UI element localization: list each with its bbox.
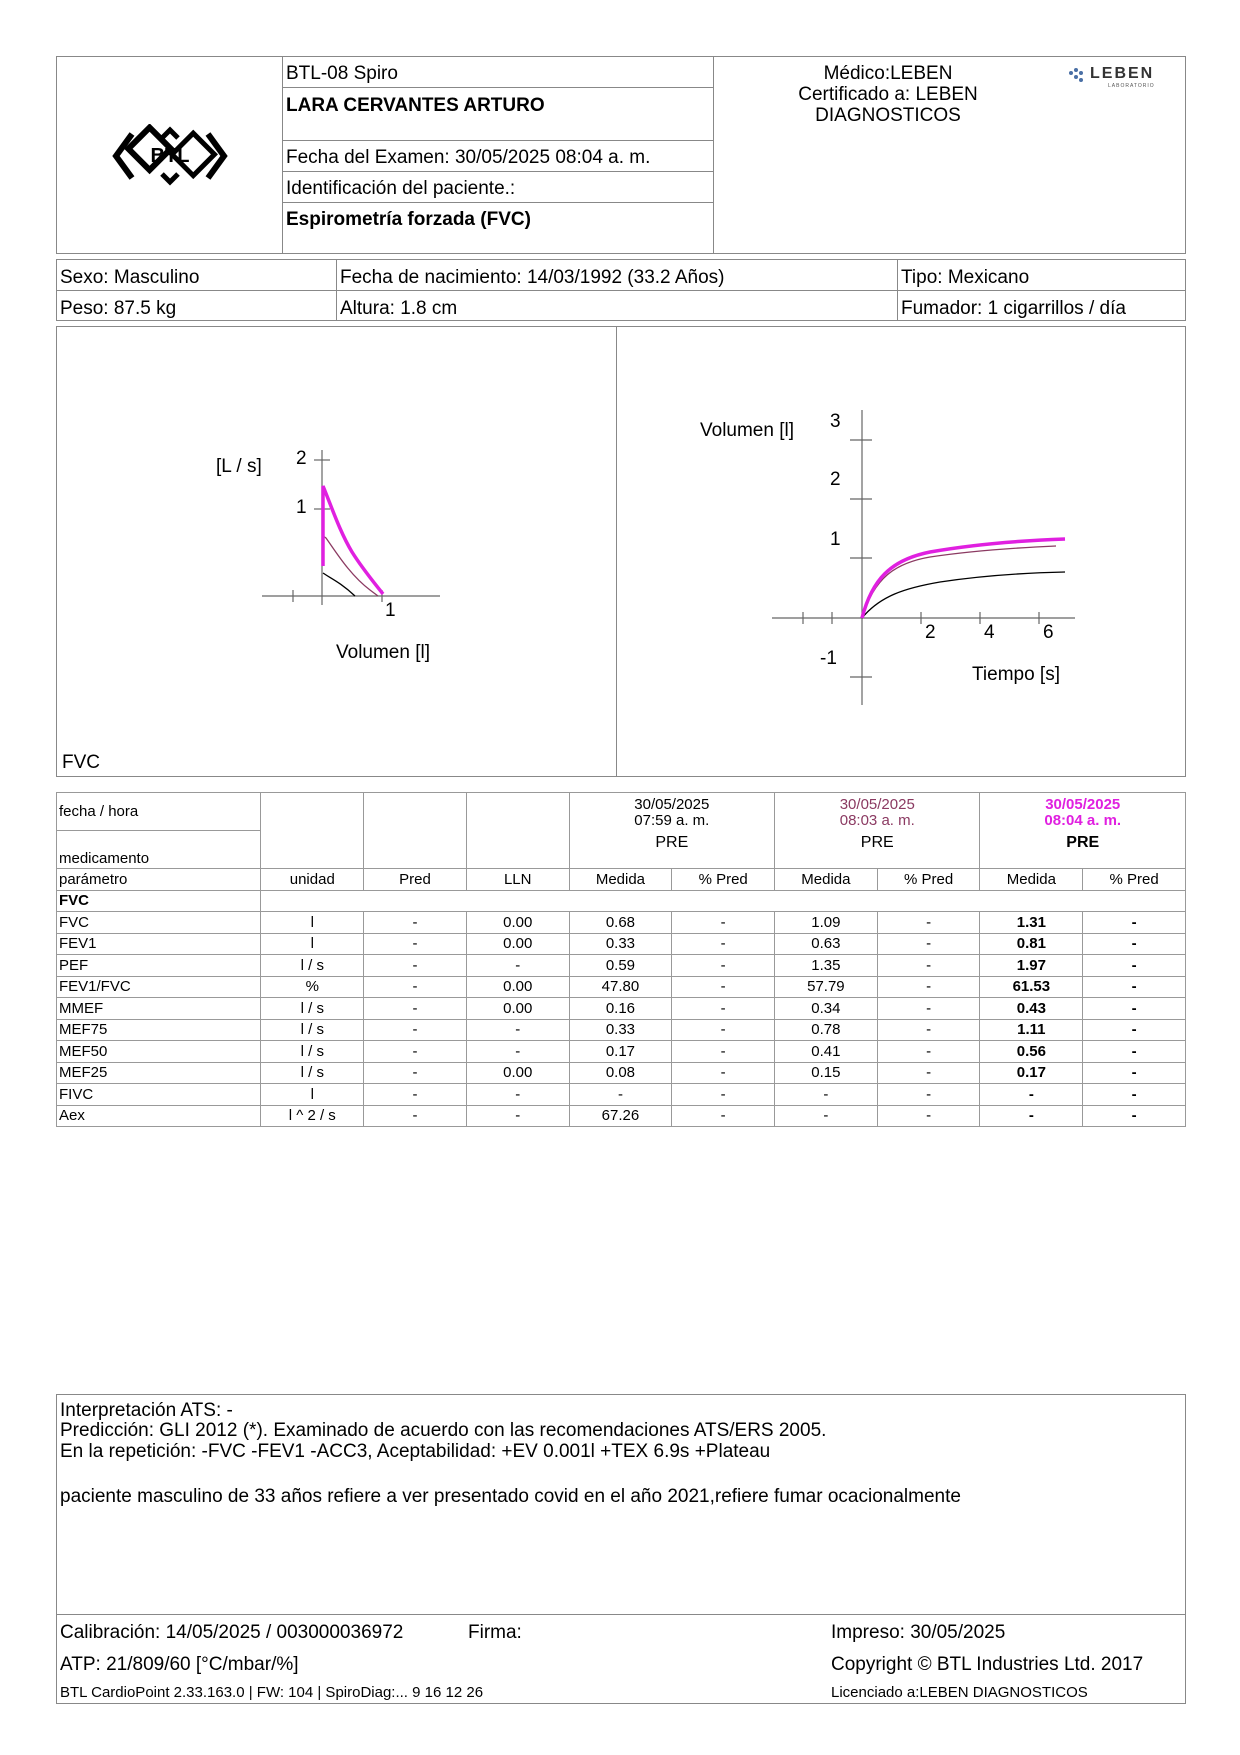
table-cell: l / s xyxy=(261,998,364,1020)
flow-curve-trial2 xyxy=(323,536,378,596)
table-cell: - xyxy=(466,1041,569,1063)
table-cell: - xyxy=(672,912,775,934)
table-cell: 0.33 xyxy=(569,933,672,955)
group-label: FVC xyxy=(57,890,261,912)
vt-curve-trial2 xyxy=(862,546,1056,618)
table-cell: - xyxy=(364,1041,467,1063)
table-cell: - xyxy=(364,1105,467,1127)
col-header: % Pred xyxy=(1083,869,1186,891)
flow-curve-trial1 xyxy=(323,573,355,596)
flow-xtick-1: 1 xyxy=(385,600,396,621)
table-cell: 1.97 xyxy=(980,955,1083,977)
header-row-line xyxy=(282,140,713,141)
doctor: Médico:LEBEN xyxy=(823,63,953,84)
table-cell: 0.00 xyxy=(466,1062,569,1084)
table-cell: 0.00 xyxy=(466,933,569,955)
leben-logo-text: LEBEN xyxy=(1090,65,1155,82)
table-row xyxy=(57,1019,1186,1041)
table-cell: 0.08 xyxy=(569,1062,672,1084)
medication-label: medicamento xyxy=(57,831,261,869)
results-table xyxy=(56,792,1186,1127)
table-row xyxy=(57,1041,1186,1063)
group-row xyxy=(57,890,1186,912)
table-cell: - xyxy=(877,1019,980,1041)
table-cell: - xyxy=(877,998,980,1020)
table-row xyxy=(57,1062,1186,1084)
header-row-line xyxy=(282,87,713,88)
table-cell: l xyxy=(261,912,364,934)
trial3-med: PRE xyxy=(1066,834,1100,851)
sex: Sexo: Masculino xyxy=(60,267,200,288)
table-cell: - xyxy=(364,933,467,955)
table-cell: 0.41 xyxy=(775,1041,878,1063)
table-cell: - xyxy=(980,1105,1083,1127)
table-cell: - xyxy=(1083,998,1186,1020)
table-cell: - xyxy=(877,1062,980,1084)
table-cell: % xyxy=(261,976,364,998)
table-cell: FVC xyxy=(57,912,261,934)
table-cell: - xyxy=(775,1084,878,1106)
table-cell: - xyxy=(672,955,775,977)
table-cell: 0.59 xyxy=(569,955,672,977)
vt-ylabel: Volumen [l] xyxy=(700,420,794,441)
trial2-med: PRE xyxy=(860,834,894,851)
test-type: Espirometría forzada (FVC) xyxy=(286,209,531,230)
ethnicity: Tipo: Mexicano xyxy=(901,267,1030,288)
table-cell: l xyxy=(261,1084,364,1106)
table-cell: 0.00 xyxy=(466,912,569,934)
table-cell: 0.56 xyxy=(980,1041,1083,1063)
table-cell: 0.63 xyxy=(775,933,878,955)
trial3-time: 08:04 a. m. xyxy=(1044,812,1122,829)
vt-xlabel: Tiempo [s] xyxy=(972,664,1060,685)
table-cell: - xyxy=(672,976,775,998)
vt-ytick-2: 2 xyxy=(830,469,841,490)
table-cell: - xyxy=(364,998,467,1020)
table-cell: 47.80 xyxy=(569,976,672,998)
table-cell: Aex xyxy=(57,1105,261,1127)
table-cell: MMEF xyxy=(57,998,261,1020)
table-row xyxy=(57,955,1186,977)
column-header-row xyxy=(57,869,1186,891)
volume-time-chart xyxy=(690,400,1090,710)
table-cell: - xyxy=(1083,1041,1186,1063)
table-cell: - xyxy=(877,1105,980,1127)
table-cell: 67.26 xyxy=(569,1105,672,1127)
table-cell: - xyxy=(672,1062,775,1084)
smoker: Fumador: 1 cigarrillos / día xyxy=(901,298,1126,319)
table-cell: - xyxy=(1083,933,1186,955)
licensed-to: Licenciado a:LEBEN DIAGNOSTICOS xyxy=(831,1684,1088,1701)
patient-col-line xyxy=(897,259,898,321)
copyright: Copyright © BTL Industries Ltd. 2017 xyxy=(831,1654,1144,1675)
table-cell: 1.09 xyxy=(775,912,878,934)
table-cell: - xyxy=(672,998,775,1020)
col-header: % Pred xyxy=(877,869,980,891)
table-cell: - xyxy=(364,955,467,977)
table-cell: l / s xyxy=(261,1062,364,1084)
table-cell: 0.34 xyxy=(775,998,878,1020)
vt-curve-trial1 xyxy=(862,572,1065,618)
charts-section-label: FVC xyxy=(62,752,100,773)
table-cell: 0.17 xyxy=(569,1041,672,1063)
leben-logo-sub: LABORATORIO xyxy=(1108,83,1155,89)
flow-xlabel: Volumen [l] xyxy=(336,642,430,663)
exam-date: Fecha del Examen: 30/05/2025 08:04 a. m. xyxy=(286,147,651,168)
table-cell: 0.15 xyxy=(775,1062,878,1084)
col-header: Medida xyxy=(980,869,1083,891)
col-header: Medida xyxy=(569,869,672,891)
flow-ytick-2: 2 xyxy=(296,448,307,469)
flow-ytick-1: 1 xyxy=(296,497,307,518)
table-cell: - xyxy=(1083,912,1186,934)
trial1-header xyxy=(569,793,774,869)
table-cell: 0.43 xyxy=(980,998,1083,1020)
dob: Fecha de nacimiento: 14/03/1992 (33.2 Años) xyxy=(340,267,725,288)
header-row-line xyxy=(282,171,713,172)
table-cell: l / s xyxy=(261,1019,364,1041)
certified-line1: Certificado a: LEBEN xyxy=(798,84,978,105)
vt-xtick-2: 2 xyxy=(925,622,936,643)
table-cell: - xyxy=(1083,1062,1186,1084)
table-cell: - xyxy=(1083,1105,1186,1127)
col-header: parámetro xyxy=(57,869,261,891)
table-cell: 0.81 xyxy=(980,933,1083,955)
table-row xyxy=(57,933,1186,955)
col-header: LLN xyxy=(466,869,569,891)
patient-name: LARA CERVANTES ARTURO xyxy=(286,95,545,116)
device-name: BTL-08 Spiro xyxy=(286,63,398,84)
btl-logo xyxy=(110,124,230,188)
data-rows xyxy=(57,912,1186,1127)
table-cell: - xyxy=(877,912,980,934)
table-cell: - xyxy=(1083,1084,1186,1106)
table-cell: - xyxy=(672,1019,775,1041)
table-cell: l xyxy=(261,933,364,955)
table-cell: - xyxy=(1083,1019,1186,1041)
table-cell: - xyxy=(877,1041,980,1063)
weight: Peso: 87.5 kg xyxy=(60,298,177,319)
col-header: Pred xyxy=(364,869,467,891)
table-cell: - xyxy=(1083,976,1186,998)
table-cell: - xyxy=(775,1105,878,1127)
table-cell: - xyxy=(672,933,775,955)
table-cell: - xyxy=(569,1084,672,1106)
table-cell: 0.78 xyxy=(775,1019,878,1041)
flow-volume-chart xyxy=(180,440,460,670)
table-cell: 0.33 xyxy=(569,1019,672,1041)
table-cell: l / s xyxy=(261,1041,364,1063)
table-cell: 0.68 xyxy=(569,912,672,934)
table-cell: 0.00 xyxy=(466,976,569,998)
table-cell: MEF25 xyxy=(57,1062,261,1084)
table-cell: - xyxy=(877,933,980,955)
table-cell: - xyxy=(364,1019,467,1041)
trial3-header xyxy=(980,793,1186,869)
trial2-date: 30/05/2025 xyxy=(839,796,915,813)
col-header: % Pred xyxy=(672,869,775,891)
interpretation-line3: En la repetición: -FVC -FEV1 -ACC3, Aceptabilidad: +EV 0.001l +TEX 6.9s +Plateau xyxy=(60,1441,771,1462)
calibration: Calibración: 14/05/2025 / 003000036972 xyxy=(60,1622,404,1643)
trial2-time: 08:03 a. m. xyxy=(839,812,915,829)
footer-divider xyxy=(56,1614,1186,1615)
table-cell: - xyxy=(466,1084,569,1106)
table-cell: 1.11 xyxy=(980,1019,1083,1041)
table-cell: 61.53 xyxy=(980,976,1083,998)
atp: ATP: 21/809/60 [°C/mbar/%] xyxy=(60,1654,299,1675)
interpretation-comment: paciente masculino de 33 años refiere a ver presentado covid en el año 2021,refiere fumar ocacionalmente xyxy=(60,1486,961,1507)
table-cell: - xyxy=(466,1019,569,1041)
table-cell: - xyxy=(672,1041,775,1063)
table-cell: - xyxy=(672,1084,775,1106)
table-cell: l / s xyxy=(261,955,364,977)
trial1-time: 07:59 a. m. xyxy=(634,812,710,829)
table-cell: 0.00 xyxy=(466,998,569,1020)
printed-date: Impreso: 30/05/2025 xyxy=(831,1622,1006,1643)
col-header: Medida xyxy=(775,869,878,891)
interpretation-line1: Interpretación ATS: - xyxy=(60,1400,233,1421)
vt-ytick-3: 3 xyxy=(830,411,841,432)
table-cell: PEF xyxy=(57,955,261,977)
table-cell: - xyxy=(877,976,980,998)
patient-id: Identificación del paciente.: xyxy=(286,178,516,199)
table-row xyxy=(57,1084,1186,1106)
header-row-line xyxy=(282,202,713,203)
table-cell: - xyxy=(1083,955,1186,977)
patient-col-line xyxy=(336,259,337,321)
vt-ytick-1: 1 xyxy=(830,529,841,550)
charts-divider xyxy=(616,326,617,777)
table-cell: - xyxy=(466,1105,569,1127)
software-info: BTL CardioPoint 2.33.163.0 | FW: 104 | SpiroDiag:... 9 16 12 26 xyxy=(60,1684,484,1701)
signature-label: Firma: xyxy=(468,1622,522,1643)
table-cell: l ^ 2 / s xyxy=(261,1105,364,1127)
vt-xtick-6: 6 xyxy=(1043,622,1054,643)
table-cell: - xyxy=(364,976,467,998)
flow-ylabel: [L / s] xyxy=(216,456,262,477)
interpretation-line2: Predicción: GLI 2012 (*). Examinado de acuerdo con las recomendaciones ATS/ERS 2005. xyxy=(60,1420,827,1441)
leben-logo xyxy=(1068,62,1168,90)
flow-curve-trial3 xyxy=(323,486,383,594)
table-cell: MEF75 xyxy=(57,1019,261,1041)
table-cell: - xyxy=(466,955,569,977)
header-divider-left xyxy=(282,56,283,254)
table-cell: - xyxy=(877,955,980,977)
table-cell: - xyxy=(877,1084,980,1106)
table-cell: - xyxy=(672,1105,775,1127)
trial1-date: 30/05/2025 xyxy=(634,796,710,813)
table-cell: 0.16 xyxy=(569,998,672,1020)
table-cell: - xyxy=(364,1084,467,1106)
height: Altura: 1.8 cm xyxy=(340,298,458,319)
trial3-date: 30/05/2025 xyxy=(1045,796,1121,813)
btl-logo-text: BTL xyxy=(150,145,190,167)
table-cell: FIVC xyxy=(57,1084,261,1106)
table-row xyxy=(57,976,1186,998)
table-cell: - xyxy=(980,1084,1083,1106)
trial2-header xyxy=(775,793,980,869)
table-cell: 1.35 xyxy=(775,955,878,977)
table-cell: - xyxy=(364,912,467,934)
datetime-label: fecha / hora xyxy=(57,793,261,831)
patient-row-line xyxy=(56,290,1186,291)
table-row xyxy=(57,998,1186,1020)
vt-ytick-neg1: -1 xyxy=(820,648,837,669)
table-cell: FEV1/FVC xyxy=(57,976,261,998)
table-cell: 1.31 xyxy=(980,912,1083,934)
table-row xyxy=(57,1105,1186,1127)
vt-xtick-4: 4 xyxy=(984,622,995,643)
certified-line2: DIAGNOSTICOS xyxy=(815,105,961,126)
table-cell: 57.79 xyxy=(775,976,878,998)
table-cell: FEV1 xyxy=(57,933,261,955)
table-cell: 0.17 xyxy=(980,1062,1083,1084)
table-cell: MEF50 xyxy=(57,1041,261,1063)
table-row xyxy=(57,912,1186,934)
table-cell: - xyxy=(364,1062,467,1084)
trial1-med: PRE xyxy=(655,834,689,851)
header-divider-right xyxy=(713,56,714,254)
col-header: unidad xyxy=(261,869,364,891)
